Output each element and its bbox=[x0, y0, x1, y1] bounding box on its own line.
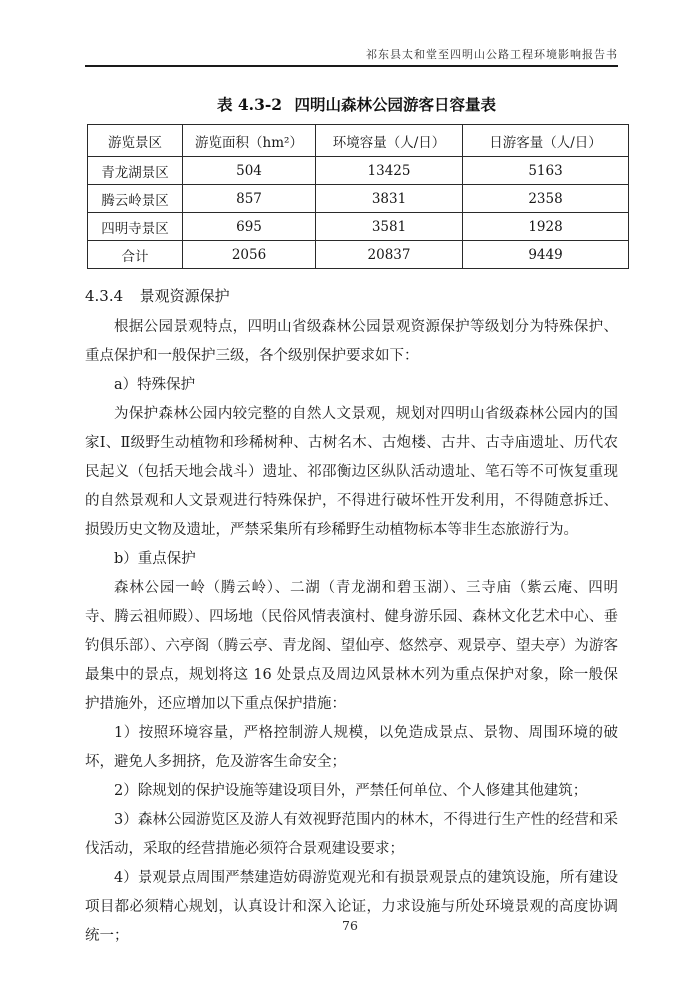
table-cell: 5163 bbox=[463, 157, 629, 185]
table-header-cell: 游览面积（hm²） bbox=[183, 125, 316, 157]
table-cell: 695 bbox=[183, 213, 316, 241]
table-cell: 2358 bbox=[463, 185, 629, 213]
table-cell: 3581 bbox=[316, 213, 463, 241]
body-paragraph: b）重点保护 bbox=[114, 551, 196, 567]
header-rule bbox=[85, 65, 618, 67]
document-body bbox=[0, 93, 700, 951]
table-caption bbox=[85, 93, 628, 115]
table-cell: 腾云岭景区 bbox=[88, 185, 183, 213]
body-paragraph: 1）按照环境容量，严格控制游人规模，以免造成景点、景物、周围环境的破坏，避免人多拥挤，危及游客生命安全； bbox=[85, 725, 618, 770]
page-number: 76 bbox=[342, 918, 358, 933]
section-heading bbox=[85, 285, 628, 306]
body-paragraph: a）特殊保护 bbox=[114, 377, 196, 393]
table-cell: 3831 bbox=[316, 185, 463, 213]
table-header-cell: 环境容量（人/日） bbox=[316, 125, 463, 157]
table-row bbox=[88, 213, 629, 241]
visitor-daily-capacity-table bbox=[87, 124, 629, 269]
table-cell: 合计 bbox=[88, 241, 183, 269]
body-paragraph: 根据公园景观特点，四明山省级森林公园景观资源保护等级划分为特殊保护、重点保护和一般保护三级，各个级别保护要求如下： bbox=[85, 319, 618, 364]
table-cell: 13425 bbox=[316, 157, 463, 185]
table-cell: 青龙湖景区 bbox=[88, 157, 183, 185]
section-paragraphs bbox=[85, 313, 618, 951]
section-title: 景观资源保护 bbox=[139, 287, 230, 305]
table-cell: 857 bbox=[183, 185, 316, 213]
table-cell: 2056 bbox=[183, 241, 316, 269]
table-cell: 1928 bbox=[463, 213, 629, 241]
table-row bbox=[88, 241, 629, 269]
section-number: 4.3.4 bbox=[85, 287, 124, 305]
body-paragraph: 森林公园一岭（腾云岭）、二湖（青龙湖和碧玉湖）、三寺庙（紫云庵、四明寺、腾云祖师殿）、四场地（民俗风情表演村、健身游乐园、森林文化艺术中心、垂钓俱乐部）、六亭阁（腾云亭、青龙阁、望仙亭、悠然亭、观景亭、望夫亭）为游客最集中的景点，规划将这 16 处景点及周边风景林木列为重点保护对象，除一般保护措施外，还应增加以下重点保护措施： bbox=[85, 580, 618, 712]
table-cell: 9449 bbox=[463, 241, 629, 269]
body-paragraph: 4）景观景点周围严禁建造妨碍游览观光和有损景观景点的建筑设施，所有建设项目都必须精心规划，认真设计和深入论证，力求设施与所处环境景观的高度协调统一； bbox=[85, 870, 618, 944]
body-paragraph: 2）除规划的保护设施等建设项目外，严禁任何单位、个人修建其他建筑； bbox=[114, 783, 588, 799]
table-cell: 504 bbox=[183, 157, 316, 185]
body-paragraph: 3）森林公园游览区及游人有效视野范围内的林木，不得进行生产性的经营和采伐活动，采取的经营措施必须符合景观建设要求； bbox=[85, 812, 618, 857]
table-caption-number: 表 4.3-2 bbox=[217, 95, 283, 114]
page-header bbox=[0, 0, 700, 67]
page-footer bbox=[0, 918, 700, 933]
running-header-title: 祁东县太和堂至四明山公路工程环境影响报告书 bbox=[366, 48, 618, 61]
table-row bbox=[88, 185, 629, 213]
table-header-cell: 游览景区 bbox=[88, 125, 183, 157]
table-cell: 四明寺景区 bbox=[88, 213, 183, 241]
body-paragraph: 为保护森林公园内较完整的自然人文景观，规划对四明山省级森林公园内的国家Ⅰ、Ⅱ级野生动植物和珍稀树种、古树名木、古炮楼、古井、古寺庙遗址、历代农民起义（包括天地会战斗）遗址、祁邵衡边区纵队活动遗址、笔石等不可恢复重现的自然景观和人文景观进行特殊保护，不得进行破坏性开发利用，不得随意拆迁、损毁历史文物及遗址，严禁采集所有珍稀野生动植物标本等非生态旅游行为。 bbox=[85, 406, 618, 538]
table-row bbox=[88, 157, 629, 185]
table-caption-title: 四明山森林公园游客日容量表 bbox=[294, 95, 496, 114]
table-header-row bbox=[88, 125, 629, 157]
table-cell: 20837 bbox=[316, 241, 463, 269]
table-header-cell: 日游客量（人/日） bbox=[463, 125, 629, 157]
